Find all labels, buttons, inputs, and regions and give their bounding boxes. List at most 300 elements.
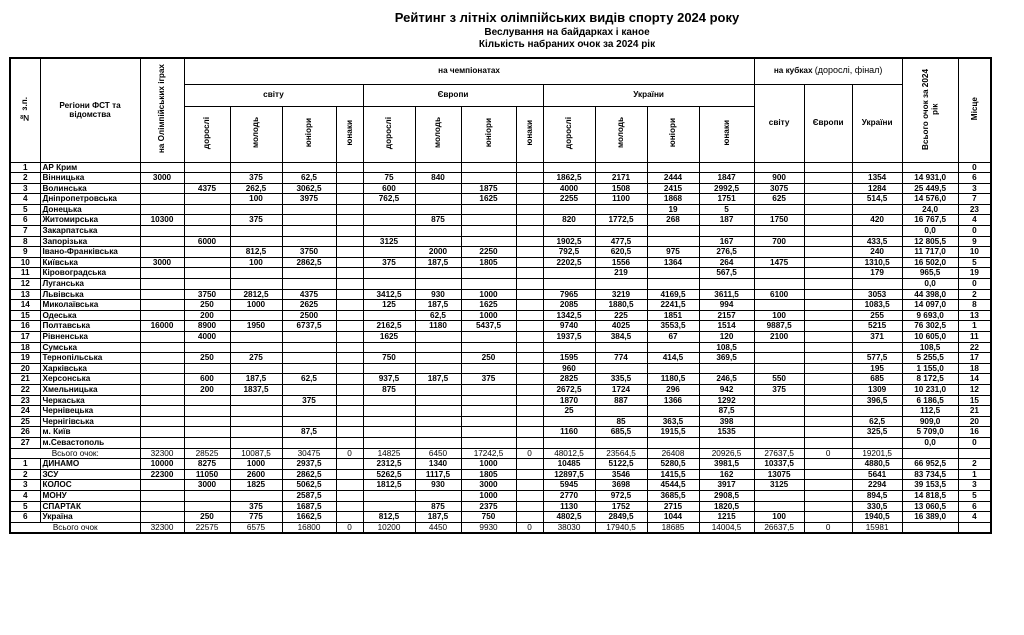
table-cell bbox=[804, 490, 852, 501]
table-cell: 567,5 bbox=[699, 268, 754, 279]
table-cell: 8900 bbox=[184, 321, 230, 332]
table-cell bbox=[336, 310, 363, 321]
table-cell: 7965 bbox=[543, 289, 595, 300]
region-name-cell: м.Севастополь bbox=[40, 437, 140, 448]
table-cell bbox=[415, 226, 461, 237]
world-junior-header: юніори bbox=[282, 106, 336, 162]
table-cell: 3062,5 bbox=[282, 183, 336, 194]
table-cell: 1309 bbox=[852, 384, 902, 395]
table-cell: 335,5 bbox=[595, 374, 647, 385]
table-cell bbox=[461, 395, 516, 406]
table-cell bbox=[336, 204, 363, 215]
table-cell: 0,0 bbox=[902, 437, 958, 448]
table-cell: 255 bbox=[852, 310, 902, 321]
table-cell: 1284 bbox=[852, 183, 902, 194]
table-cell bbox=[140, 268, 184, 279]
region-row bbox=[10, 279, 991, 290]
table-cell bbox=[230, 268, 282, 279]
table-cell bbox=[804, 226, 852, 237]
region-name-cell: Чернігівська bbox=[40, 416, 140, 427]
table-cell bbox=[647, 226, 699, 237]
table-cell: 414,5 bbox=[647, 353, 699, 364]
table-cell bbox=[140, 162, 184, 173]
table-cell: 187,5 bbox=[415, 257, 461, 268]
table-cell bbox=[184, 406, 230, 417]
table-cell bbox=[804, 363, 852, 374]
table-cell: 1937,5 bbox=[543, 332, 595, 343]
europe-header: Європи bbox=[363, 84, 543, 106]
table-cell: 3125 bbox=[754, 480, 804, 491]
total-cell: 6575 bbox=[230, 522, 282, 533]
table-cell: 6 bbox=[958, 501, 991, 512]
total-cell: 27637,5 bbox=[754, 448, 804, 459]
table-cell: 187 bbox=[699, 215, 754, 226]
table-cell bbox=[415, 406, 461, 417]
table-cell: 840 bbox=[415, 173, 461, 184]
table-cell: 10 605,0 bbox=[902, 332, 958, 343]
table-cell: 4000 bbox=[543, 183, 595, 194]
table-cell bbox=[336, 183, 363, 194]
total-cell: 18685 bbox=[647, 522, 699, 533]
total-cell: 23564,5 bbox=[595, 448, 647, 459]
table-cell bbox=[336, 257, 363, 268]
ukraine-cadet-header: юнаки bbox=[699, 106, 754, 162]
table-cell bbox=[852, 437, 902, 448]
table-cell: 1556 bbox=[595, 257, 647, 268]
table-cell: 1415,5 bbox=[647, 469, 699, 480]
table-cell bbox=[230, 416, 282, 427]
ukraine-junior-header: юніори bbox=[647, 106, 699, 162]
table-cell bbox=[516, 300, 543, 311]
table-cell bbox=[804, 332, 852, 343]
table-cell: 1875 bbox=[461, 183, 516, 194]
table-cell: 9740 bbox=[543, 321, 595, 332]
table-cell: 1862,5 bbox=[543, 173, 595, 184]
table-cell: 7 bbox=[958, 194, 991, 205]
table-cell bbox=[336, 321, 363, 332]
table-cell bbox=[230, 395, 282, 406]
total-cell: 22575 bbox=[184, 522, 230, 533]
table-cell bbox=[461, 416, 516, 427]
table-cell bbox=[804, 395, 852, 406]
region-name-cell: АР Крим bbox=[40, 162, 140, 173]
table-cell: 3685,5 bbox=[647, 490, 699, 501]
table-cell bbox=[184, 416, 230, 427]
region-name-cell: Рівненська bbox=[40, 332, 140, 343]
table-cell: 0,0 bbox=[902, 226, 958, 237]
table-cell: 100 bbox=[230, 194, 282, 205]
table-cell: 750 bbox=[363, 353, 415, 364]
table-cell bbox=[140, 512, 184, 523]
table-cell bbox=[804, 194, 852, 205]
table-cell bbox=[282, 279, 336, 290]
table-cell bbox=[415, 236, 461, 247]
table-cell: 6737,5 bbox=[282, 321, 336, 332]
table-cell bbox=[363, 247, 415, 258]
table-cell bbox=[415, 279, 461, 290]
table-cell bbox=[336, 247, 363, 258]
total-cell: 28525 bbox=[184, 448, 230, 459]
table-cell bbox=[282, 416, 336, 427]
table-cell bbox=[804, 437, 852, 448]
agencies-total-body bbox=[10, 522, 991, 533]
header-row-1 bbox=[10, 58, 991, 84]
table-cell bbox=[804, 480, 852, 491]
table-cell: 262,5 bbox=[230, 183, 282, 194]
table-cell: 1724 bbox=[595, 384, 647, 395]
table-cell: 3553,5 bbox=[647, 321, 699, 332]
table-cell bbox=[140, 183, 184, 194]
table-cell bbox=[804, 183, 852, 194]
table-cell: 14 576,0 bbox=[902, 194, 958, 205]
table-cell: 750 bbox=[461, 512, 516, 523]
page-subtitle-2: Кількість набраних очок за 2024 рік bbox=[478, 39, 656, 50]
table-cell: 1812,5 bbox=[363, 480, 415, 491]
table-cell bbox=[516, 501, 543, 512]
table-cell: 11 bbox=[958, 332, 991, 343]
table-cell: 296 bbox=[647, 384, 699, 395]
table-cell: 375 bbox=[230, 215, 282, 226]
table-cell: 1595 bbox=[543, 353, 595, 364]
table-cell bbox=[699, 363, 754, 374]
table-cell bbox=[647, 363, 699, 374]
table-cell bbox=[595, 437, 647, 448]
table-cell: 62,5 bbox=[282, 374, 336, 385]
table-cell bbox=[230, 406, 282, 417]
region-row bbox=[10, 300, 991, 311]
table-cell bbox=[415, 427, 461, 438]
table-cell bbox=[415, 268, 461, 279]
world-header: світу bbox=[184, 84, 363, 106]
table-cell: 477,5 bbox=[595, 236, 647, 247]
table-cell bbox=[336, 162, 363, 173]
table-cell: 1044 bbox=[647, 512, 699, 523]
table-cell: 13 bbox=[10, 289, 40, 300]
table-cell: 774 bbox=[595, 353, 647, 364]
table-cell: 26 bbox=[10, 427, 40, 438]
table-cell: 2250 bbox=[461, 247, 516, 258]
table-cell bbox=[804, 374, 852, 385]
table-cell: 2 bbox=[958, 289, 991, 300]
table-cell: 1000 bbox=[461, 490, 516, 501]
table-cell bbox=[804, 279, 852, 290]
region-row bbox=[10, 173, 991, 184]
table-cell: 894,5 bbox=[852, 490, 902, 501]
table-cell: 375 bbox=[230, 173, 282, 184]
table-cell: 3975 bbox=[282, 194, 336, 205]
table-cell bbox=[282, 363, 336, 374]
table-cell bbox=[363, 310, 415, 321]
table-cell: 3075 bbox=[754, 183, 804, 194]
region-row bbox=[10, 194, 991, 205]
table-cell: 8 172,5 bbox=[902, 374, 958, 385]
region-name-cell: Хмельницька bbox=[40, 384, 140, 395]
table-cell: 7 bbox=[10, 226, 40, 237]
regions-total-row bbox=[10, 448, 991, 459]
table-cell bbox=[516, 384, 543, 395]
table-cell: 330,5 bbox=[852, 501, 902, 512]
region-row bbox=[10, 406, 991, 417]
table-cell bbox=[543, 268, 595, 279]
table-cell bbox=[363, 490, 415, 501]
table-cell: 6 bbox=[958, 173, 991, 184]
table-cell: 2862,5 bbox=[282, 469, 336, 480]
table-cell bbox=[461, 226, 516, 237]
total-cell: 32300 bbox=[140, 448, 184, 459]
table-cell bbox=[754, 342, 804, 353]
table-cell bbox=[754, 300, 804, 311]
agencies-body bbox=[10, 459, 991, 523]
table-cell: 2825 bbox=[543, 374, 595, 385]
table-cell: 4169,5 bbox=[647, 289, 699, 300]
table-cell: 5945 bbox=[543, 480, 595, 491]
table-cell bbox=[140, 427, 184, 438]
table-cell: 5 bbox=[10, 204, 40, 215]
region-row bbox=[10, 416, 991, 427]
table-cell bbox=[336, 395, 363, 406]
table-cell: 577,5 bbox=[852, 353, 902, 364]
region-row bbox=[10, 321, 991, 332]
table-cell bbox=[336, 279, 363, 290]
table-cell bbox=[647, 342, 699, 353]
table-cell bbox=[184, 363, 230, 374]
table-cell bbox=[543, 342, 595, 353]
table-cell bbox=[184, 194, 230, 205]
table-cell: 1625 bbox=[363, 332, 415, 343]
table-cell: 1180,5 bbox=[647, 374, 699, 385]
table-cell: 250 bbox=[184, 353, 230, 364]
total-cell: 0 bbox=[336, 448, 363, 459]
table-cell: 685 bbox=[852, 374, 902, 385]
table-cell bbox=[140, 226, 184, 237]
table-cell: 195 bbox=[852, 363, 902, 374]
table-cell: 2992,5 bbox=[699, 183, 754, 194]
table-cell bbox=[363, 204, 415, 215]
table-cell bbox=[754, 363, 804, 374]
region-row bbox=[10, 247, 991, 258]
table-cell: 930 bbox=[415, 480, 461, 491]
table-cell bbox=[461, 332, 516, 343]
table-cell: 1514 bbox=[699, 321, 754, 332]
table-cell: 2 bbox=[10, 469, 40, 480]
table-cell: 1117,5 bbox=[415, 469, 461, 480]
table-cell: 371 bbox=[852, 332, 902, 343]
table-cell: 24,0 bbox=[902, 204, 958, 215]
table-cell: 25 bbox=[10, 416, 40, 427]
table-cell: 4375 bbox=[282, 289, 336, 300]
table-cell bbox=[282, 236, 336, 247]
cup-ukraine-header: України bbox=[852, 84, 902, 162]
table-cell bbox=[415, 353, 461, 364]
region-row bbox=[10, 183, 991, 194]
table-cell: 369,5 bbox=[699, 353, 754, 364]
total-cell: 16800 bbox=[282, 522, 336, 533]
table-cell bbox=[461, 279, 516, 290]
table-cell: 2770 bbox=[543, 490, 595, 501]
region-row bbox=[10, 257, 991, 268]
table-cell: 3546 bbox=[595, 469, 647, 480]
region-name-cell: Закарпатська bbox=[40, 226, 140, 237]
table-cell bbox=[140, 480, 184, 491]
table-cell bbox=[363, 427, 415, 438]
table-cell: 3 bbox=[10, 183, 40, 194]
table-cell: 3000 bbox=[461, 480, 516, 491]
table-cell: 6 bbox=[10, 215, 40, 226]
region-row bbox=[10, 374, 991, 385]
table-cell bbox=[363, 268, 415, 279]
table-cell bbox=[852, 226, 902, 237]
table-cell: 5 bbox=[958, 490, 991, 501]
table-cell bbox=[140, 332, 184, 343]
table-cell bbox=[754, 395, 804, 406]
table-cell bbox=[461, 406, 516, 417]
table-cell: 17 bbox=[958, 353, 991, 364]
table-cell: 975 bbox=[647, 247, 699, 258]
table-cell: 5 bbox=[10, 501, 40, 512]
table-cell bbox=[516, 173, 543, 184]
table-cell: 1342,5 bbox=[543, 310, 595, 321]
table-cell: 1940,5 bbox=[852, 512, 902, 523]
table-cell: 1366 bbox=[647, 395, 699, 406]
table-cell bbox=[516, 459, 543, 470]
table-cell: 1902,5 bbox=[543, 236, 595, 247]
table-cell: 2171 bbox=[595, 173, 647, 184]
europe-adult-header: дорослі bbox=[363, 106, 415, 162]
table-cell bbox=[754, 437, 804, 448]
table-cell: 3053 bbox=[852, 289, 902, 300]
championships-header: на чемпіонатах bbox=[184, 58, 754, 84]
table-cell: 2625 bbox=[282, 300, 336, 311]
table-cell bbox=[461, 204, 516, 215]
table-cell: 2500 bbox=[282, 310, 336, 321]
table-cell: 24 bbox=[10, 406, 40, 417]
table-cell: 2672,5 bbox=[543, 384, 595, 395]
table-cell bbox=[647, 406, 699, 417]
table-cell: 10 231,0 bbox=[902, 384, 958, 395]
total-cell: 19201,5 bbox=[852, 448, 902, 459]
table-cell bbox=[363, 342, 415, 353]
table-cell: 10300 bbox=[140, 215, 184, 226]
table-cell: 10337,5 bbox=[754, 459, 804, 470]
table-cell bbox=[230, 437, 282, 448]
table-cell: 2312,5 bbox=[363, 459, 415, 470]
table-cell: 10 bbox=[10, 257, 40, 268]
table-cell: 2375 bbox=[461, 501, 516, 512]
table-cell bbox=[282, 215, 336, 226]
table-cell: 1851 bbox=[647, 310, 699, 321]
region-row bbox=[10, 353, 991, 364]
region-row bbox=[10, 215, 991, 226]
table-cell bbox=[804, 321, 852, 332]
table-cell bbox=[230, 332, 282, 343]
table-cell: 3000 bbox=[140, 173, 184, 184]
table-cell bbox=[804, 416, 852, 427]
table-cell bbox=[595, 342, 647, 353]
table-cell: 937,5 bbox=[363, 374, 415, 385]
table-cell: 2862,5 bbox=[282, 257, 336, 268]
table-cell bbox=[140, 204, 184, 215]
table-cell: 875 bbox=[415, 215, 461, 226]
total-cell: 48012,5 bbox=[543, 448, 595, 459]
table-cell bbox=[415, 162, 461, 173]
table-cell bbox=[754, 268, 804, 279]
table-cell bbox=[140, 342, 184, 353]
table-cell: 1 bbox=[958, 469, 991, 480]
region-name-cell: Вінницька bbox=[40, 173, 140, 184]
region-name-cell: Львівська bbox=[40, 289, 140, 300]
table-cell bbox=[516, 236, 543, 247]
table-cell bbox=[184, 247, 230, 258]
table-cell: 0 bbox=[958, 279, 991, 290]
table-cell: 219 bbox=[595, 268, 647, 279]
table-cell: 246,5 bbox=[699, 374, 754, 385]
table-cell bbox=[754, 162, 804, 173]
table-cell bbox=[647, 279, 699, 290]
table-cell bbox=[516, 204, 543, 215]
table-cell bbox=[363, 437, 415, 448]
table-cell: 1000 bbox=[461, 459, 516, 470]
table-cell: 5215 bbox=[852, 321, 902, 332]
table-cell: 1310,5 bbox=[852, 257, 902, 268]
table-cell bbox=[336, 501, 363, 512]
page-subtitle: Веслування на байдарках і каное bbox=[484, 27, 650, 38]
region-name-cell: Одеська bbox=[40, 310, 140, 321]
table-cell bbox=[336, 268, 363, 279]
table-cell bbox=[516, 512, 543, 523]
table-cell bbox=[415, 490, 461, 501]
table-cell: 909,0 bbox=[902, 416, 958, 427]
table-cell: 2157 bbox=[699, 310, 754, 321]
table-cell: 875 bbox=[415, 501, 461, 512]
total-cell: 26637,5 bbox=[754, 522, 804, 533]
table-cell: 20 bbox=[958, 416, 991, 427]
region-name-cell: СПАРТАК bbox=[40, 501, 140, 512]
table-cell: 5262,5 bbox=[363, 469, 415, 480]
region-name-cell: Донецька bbox=[40, 204, 140, 215]
col-olympic-header: на Олімпійських іграх bbox=[140, 58, 184, 162]
table-cell: 22300 bbox=[140, 469, 184, 480]
table-cell: 550 bbox=[754, 374, 804, 385]
table-cell: 13 bbox=[958, 310, 991, 321]
table-cell: 1880,5 bbox=[595, 300, 647, 311]
table-cell: 14 bbox=[10, 300, 40, 311]
table-cell: 4 bbox=[958, 512, 991, 523]
regions-total-body bbox=[10, 448, 991, 459]
table-cell: 62,5 bbox=[282, 173, 336, 184]
total-cell: 0 bbox=[804, 448, 852, 459]
table-cell bbox=[754, 247, 804, 258]
table-cell bbox=[336, 384, 363, 395]
table-cell bbox=[140, 300, 184, 311]
table-cell: 775 bbox=[230, 512, 282, 523]
table-cell: 5062,5 bbox=[282, 480, 336, 491]
region-row bbox=[10, 268, 991, 279]
table-cell bbox=[415, 342, 461, 353]
table-cell bbox=[336, 416, 363, 427]
table-cell: 16 767,5 bbox=[902, 215, 958, 226]
table-cell bbox=[699, 162, 754, 173]
table-cell bbox=[516, 162, 543, 173]
table-cell: 14 931,0 bbox=[902, 173, 958, 184]
table-cell bbox=[804, 512, 852, 523]
table-cell: 375 bbox=[754, 384, 804, 395]
table-cell: 0 bbox=[958, 226, 991, 237]
table-cell bbox=[804, 236, 852, 247]
table-cell bbox=[336, 300, 363, 311]
region-name-cell: Херсонська bbox=[40, 374, 140, 385]
table-cell bbox=[804, 459, 852, 470]
table-cell bbox=[415, 416, 461, 427]
